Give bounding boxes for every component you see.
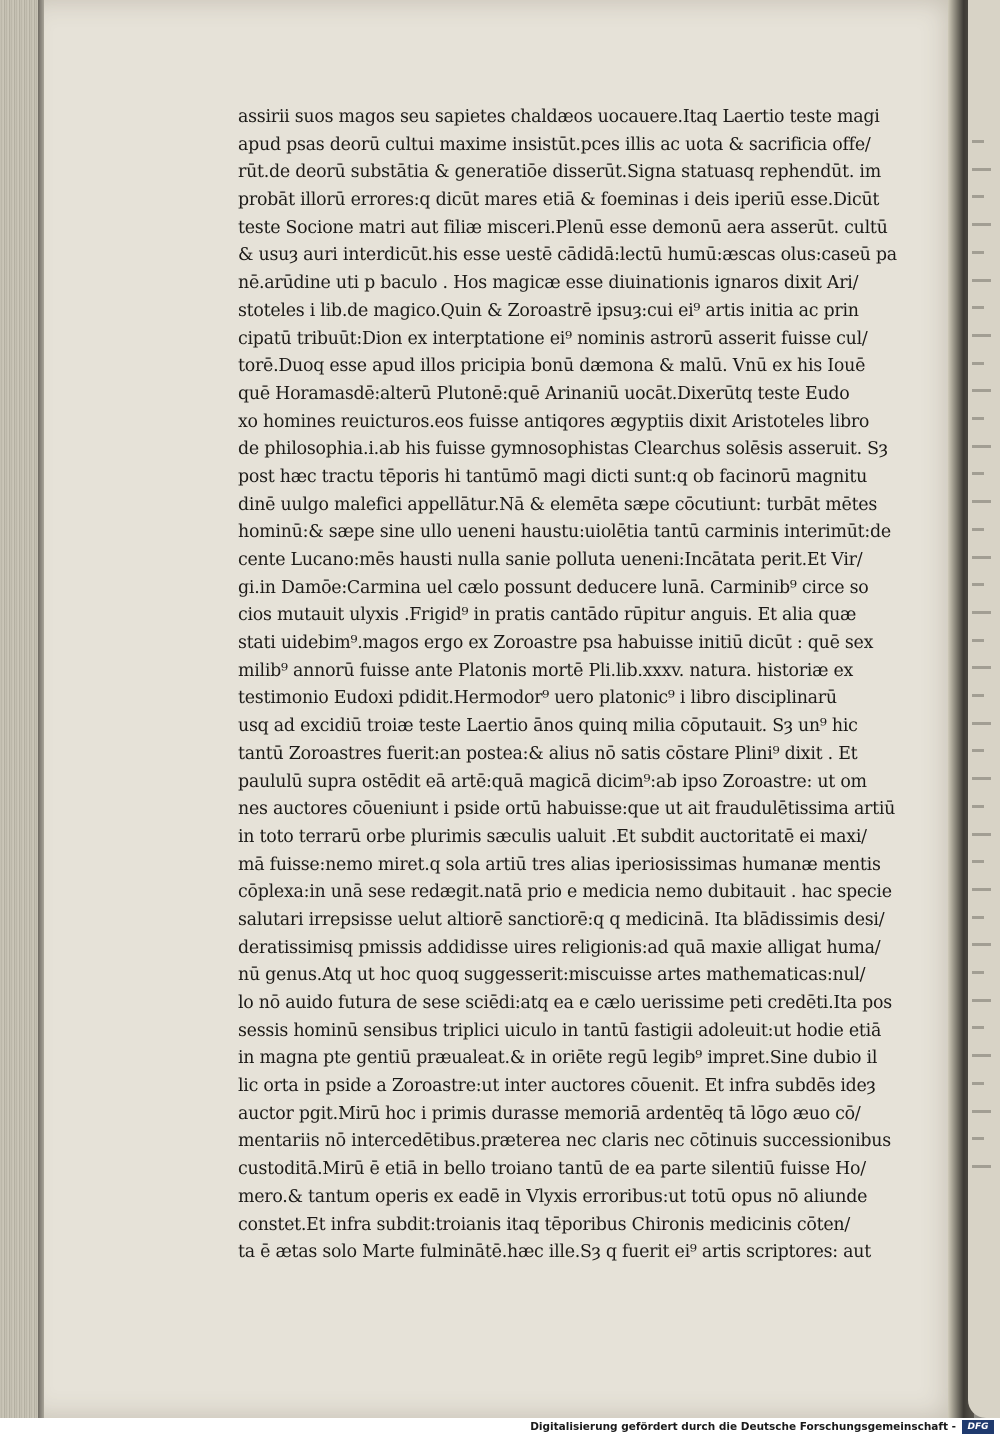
facing-page-text-mark (972, 528, 984, 531)
facing-page-text-mark (972, 749, 984, 752)
text-line: lo nō auido futura de sese sciēdi:atq ea e cælo uerissime peti credēti.Ita pos (238, 993, 892, 1013)
text-line: rūt.de deorū substātia & generatiōe disserūt.Signa statuasq rephendūt. im (238, 162, 881, 183)
text-line: de philosophia.i.ab his fuisse gymnosophistas Clearchus solēsis asseruit. Sȝ (238, 439, 888, 460)
text-line: apud psas deorū cultui maxime insistūt.pces illis ac uota & sacrificia offe/ (238, 134, 871, 155)
facing-page-text-mark (972, 306, 984, 309)
text-line: torē.Duoq esse apud illos pricipia bonū dæmona & malū. Vnū ex his Iouē (238, 356, 866, 377)
text-line: & usuȝ auri interdicūt.his esse uestē cādidā:lectū humū:æscas olus:caseū pa (238, 245, 897, 266)
text-line: cente Lucano:mēs hausti nulla sanie polluta ueneni:Incātata perit.Et Vir/ (238, 550, 863, 570)
text-line: stoteles i lib.de magico.Quin & Zoroastrē ipsuȝ:cui ei⁹ artis initia ac prin (238, 300, 859, 321)
facing-page-text-mark (972, 999, 991, 1002)
text-line: custoditā.Mirū ē etiā in bello troiano tantū de ea parte silentiū fuisse Ho/ (238, 1159, 866, 1180)
facing-page-text-mark (972, 1026, 984, 1029)
text-line: lic orta in pside a Zoroastre:ut inter auctores cōuenit. Et infra subdēs ideȝ (238, 1076, 876, 1097)
facing-page-text-mark (972, 805, 984, 808)
text-line: post hæc tractu tēporis hi tantūmō magi dicti sunt:q ob facinorū magnitu (238, 466, 868, 487)
facing-page-text-mark (972, 860, 984, 863)
text-line: salutari irrepsisse uelut altiorē sanctiorē:q q medicinā. Ita blādissimis desi/ (238, 909, 885, 930)
text-line: gi.in Damōe:Carmina uel cælo possunt deducere lunā. Carminib⁹ circe so (238, 577, 869, 598)
latin-text-block (238, 104, 906, 1295)
facing-page-text-mark (972, 223, 991, 226)
text-line: ta ē ætas solo Marte fulminātē.hæc ille.Sȝ q fuerit ei⁹ artis scriptores: aut (238, 1242, 871, 1263)
facing-page-text-mark (972, 1082, 984, 1085)
facing-page-text-mark (972, 334, 991, 337)
facing-page-text-mark (972, 1054, 991, 1057)
facing-page-edge (968, 0, 1000, 1418)
text-line: testimonio Eudoxi pdidit.Hermodor⁹ uero platonic⁹ i libro disciplinarū (238, 688, 837, 709)
facing-page-text-mark (972, 1137, 984, 1140)
text-line: paululū supra ostēdit eā artē:quā magicā dicim⁹:ab ipso Zoroastre: ut om (238, 771, 867, 792)
text-line: mā fuisse:nemo miret.q sola artiū tres alias iperiosissimas humanæ mentis (238, 854, 881, 875)
facing-page-text-mark (972, 251, 984, 254)
text-line: teste Socione matri aut filiæ misceri.Plenū esse demonū aera asserūt. cultū (238, 217, 888, 238)
facing-page-text-mark (972, 583, 984, 586)
text-line: sessis hominū sensibus triplici uiculo in tantū fastigii adoleuit:ut hodie etiā (238, 1020, 882, 1041)
facing-page-text-mark (972, 168, 991, 171)
text-line: mentariis nō intercedētibus.præterea nec claris nec cōtinuis successionibus (238, 1131, 891, 1152)
facing-page-text-mark (972, 694, 984, 697)
facing-page-text-mark (972, 611, 991, 614)
text-line: cios mutauit ulyxis .Frigid⁹ in pratis cantādo rūpitur anguis. Et alia quæ (238, 605, 857, 626)
facing-page-text-mark (972, 722, 991, 725)
facing-page-text-mark (972, 472, 984, 475)
facing-page-text-mark (972, 140, 984, 143)
facing-page-text-mark (972, 279, 991, 282)
text-line: usq ad excidiū troiæ teste Laertio ānos quinq milia cōputauit. Sȝ un⁹ hic (238, 716, 858, 737)
facing-page-text-mark (972, 389, 991, 392)
facing-page-text-mark (972, 445, 991, 448)
text-line: quē Horamasdē:alterū Plutonē:quē Arinaniū uocāt.Dixerūtq teste Eudo (238, 383, 850, 404)
dfg-logo: DFG (962, 1420, 994, 1434)
text-line (238, 1267, 906, 1295)
text-line: nū genus.Atq ut hoc quoq suggesserit:miscuisse artes mathematicas:nul/ (238, 965, 866, 986)
text-line: stati uidebim⁹.magos ergo ex Zoroastre psa habuisse initiū dicūt : quē sex (238, 633, 874, 654)
digitization-footer (0, 1418, 1000, 1437)
facing-page-text-mark (972, 362, 984, 365)
text-line: xo homines reuicturos.eos fuisse antiqores ægyptiis dixit Aristoteles libro (238, 411, 870, 432)
facing-page-text-mark (972, 833, 991, 836)
text-line: constet.Et infra subdit:troianis itaq tēporibus Chironis medicinis cōten/ (238, 1214, 850, 1235)
facing-page-text-mark (972, 666, 991, 669)
facing-page-text-mark (972, 943, 991, 946)
text-line: in magna pte gentiū præualeat.& in oriēte regū legib⁹ impret.Sine dubio il (238, 1048, 878, 1069)
facing-page-text-mark (972, 500, 991, 503)
facing-page-text-mark (972, 1110, 991, 1113)
text-line: in toto terrarū orbe plurimis sæculis ualuit .Et subdit auctoritatē ei maxi/ (238, 826, 867, 847)
text-line: hominū:& sæpe sine ullo ueneni haustu:uiolētia tantū carminis interimūt:de (238, 522, 891, 543)
text-line: deratissimisq pmissis addidisse uires religionis:ad quā maxie alligat huma/ (238, 937, 881, 958)
text-line: mero.& tantum operis ex eadē in Vlyxis erroribus:ut totū opus nō aliunde (238, 1186, 868, 1207)
text-line: auctor pgit.Mirū hoc i primis durasse memoriā ardentēq tā lōgo æuo cō/ (238, 1103, 861, 1124)
text-line: tantū Zoroastres fuerit:an postea:& alius nō satis cōstare Plini⁹ dixit . Et (238, 743, 858, 764)
text-line: cipatū tribuūt:Dion ex interptatione ei⁹ nominis astrorū asserit fuisse cul/ (238, 328, 868, 349)
facing-page-text-mark (972, 916, 984, 919)
facing-page-text-mark (972, 639, 984, 642)
facing-page-text-mark (972, 556, 991, 559)
facing-page-text-mark (972, 777, 991, 780)
funding-credit: Digitalisierung gefördert durch die Deutsche Forschungsgemeinschaft - (530, 1421, 956, 1433)
facing-page-text-mark (972, 417, 984, 420)
facing-page-text-mark (972, 1165, 991, 1168)
facing-page-text-mark (972, 195, 984, 198)
text-line: nē.arūdine uti p baculo . Hos magicæ esse diuinationis ignaros dixit Ari/ (238, 273, 859, 294)
book-fore-edge (0, 0, 40, 1418)
text-line: probāt illorū errores:q dicūt mares etiā & foeminas i deis iperiū esse.Dicūt (238, 190, 880, 211)
text-line: assirii suos magos seu sapietes chaldæos uocauere.Itaq Laertio teste magi (238, 107, 880, 127)
text-line: milib⁹ annorū fuisse ante Platonis mortē Pli.lib.xxxv. natura. historiæ ex (238, 660, 854, 681)
text-line: dinē uulgo malefici appellātur.Nā & elemēta sæpe cōcutiunt: turbāt mētes (238, 494, 878, 515)
text-line: cōplexa:in unā sese redægit.natā prio e medicia nemo dubitauit . hac specie (238, 882, 892, 903)
text-line: nes auctores cōueniunt i pside ortū habuisse:que ut ait fraudulētissima artiū (238, 799, 896, 820)
facing-page-text-mark (972, 888, 991, 891)
facing-page-text-mark (972, 971, 984, 974)
